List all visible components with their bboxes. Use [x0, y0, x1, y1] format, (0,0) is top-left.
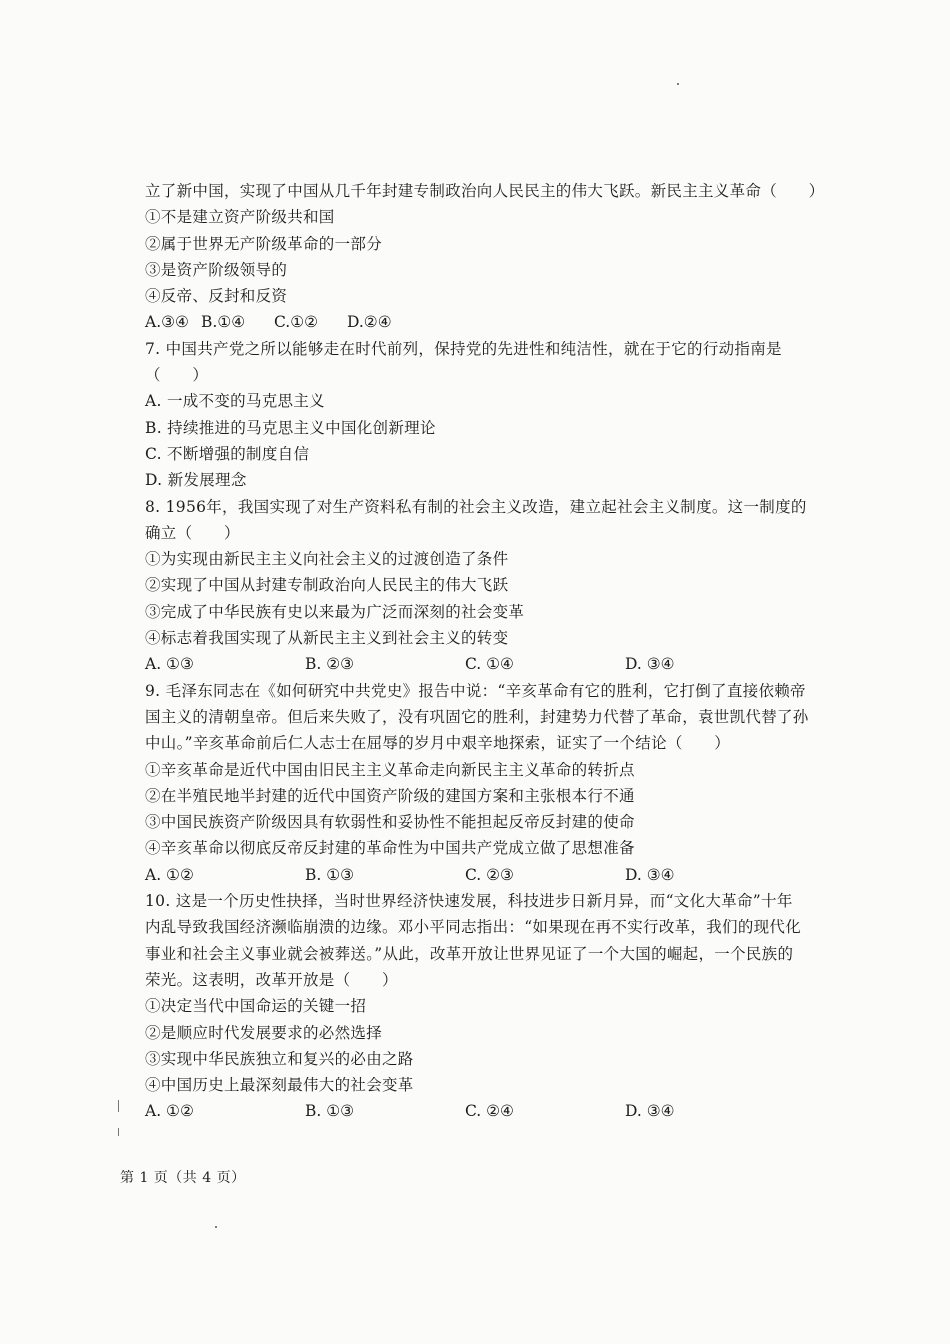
answer-options: [145, 1098, 835, 1124]
question-10: [145, 888, 835, 1125]
statement-item: ④中国历史上最深刻最伟大的社会变革: [145, 1076, 414, 1095]
exam-content: [145, 178, 835, 1125]
statement-item: ①辛亥革命是近代中国由旧民主主义革命走向新民主主义革命的转折点: [145, 760, 635, 779]
option-a: A. ①②: [145, 865, 194, 884]
question-stem-cont: 中山。”辛亥革命前后仁人志士在屈辱的岁月中艰辛地探索，证实了一个结论（ ）: [145, 734, 731, 753]
question-stem: 9. 毛泽东同志在《如何研究中共党史》报告中说：“辛亥革命有它的胜利，它打倒了直接依赖帝: [145, 681, 806, 700]
option-b: B. ①③: [305, 865, 355, 884]
option-b: B.①④: [201, 313, 246, 332]
answer-options: [145, 651, 835, 677]
page-footer: 第 1 页（共 4 页）: [120, 1170, 246, 1186]
option-a: A. ①②: [145, 1102, 194, 1121]
option-b: B. ②③: [305, 655, 355, 674]
option-c: C. ②④: [465, 1102, 514, 1121]
question-stem: 7. 中国共产党之所以能够走在时代前列，保持党的先进性和纯洁性，就在于它的行动指南是: [145, 339, 782, 358]
statement-item: ③是资产阶级领导的: [145, 260, 288, 279]
option-d: D.②④: [347, 313, 392, 332]
question-stem-cont: 确立（ ）: [145, 523, 240, 542]
scan-speck: [677, 83, 679, 85]
statement-item: ②是顺应时代发展要求的必然选择: [145, 1023, 383, 1042]
statement-item: ①决定当代中国命运的关键一招: [145, 997, 367, 1016]
question-stem-cont: 事业和社会主义事业就会被葬送。”从此，改革开放让世界见证了一个大国的崛起，一个民族的: [145, 944, 794, 963]
question-stem-cont: 内乱导致我国经济濒临崩溃的边缘。邓小平同志指出：“如果现在再不实行改革，我们的现代化: [145, 918, 802, 937]
option-c: C. ①④: [465, 655, 514, 674]
statement-item: ①不是建立资产阶级共和国: [145, 208, 335, 227]
statement-item: ③完成了中华民族有史以来最为广泛而深刻的社会变革: [145, 602, 525, 621]
question-9: [145, 678, 835, 888]
question-stem-cont: 国主义的清朝皇帝。但后来失败了，没有巩固它的胜利，封建势力代替了革命，袁世凯代替了孙: [145, 707, 809, 726]
question-stem: 8. 1956年，我国实现了对生产资料私有制的社会主义改造，建立起社会主义制度。这一制度的: [145, 497, 807, 516]
answer-options: [145, 862, 835, 888]
option-b: B. ①③: [305, 1102, 355, 1121]
statement-item: ④反帝、反封和反资: [145, 287, 288, 306]
option-d: D. 新发展理念: [145, 471, 247, 490]
statement-item: ①为实现由新民主主义向社会主义的过渡创造了条件: [145, 550, 509, 569]
scan-speck: [215, 1226, 217, 1228]
statement-item: ②在半殖民地半封建的近代中国资产阶级的建国方案和主张根本行不通: [145, 786, 635, 805]
option-a: A. ①③: [145, 655, 194, 674]
option-d: D. ③④: [625, 1102, 675, 1121]
statement-item: ③中国民族资产阶级因具有软弱性和妥协性不能担起反帝反封建的使命: [145, 813, 635, 832]
option-c: C. ②③: [465, 865, 514, 884]
question-stem-cont: （ ）: [145, 366, 209, 385]
statement-item: ④标志着我国实现了从新民主主义到社会主义的转变: [145, 629, 509, 648]
question-6-continued: [145, 178, 835, 336]
question-7: [145, 336, 835, 494]
option-a: A. 一成不变的马克思主义: [145, 392, 325, 411]
scan-edge-mark: [118, 1128, 119, 1136]
option-a: A.③④: [145, 313, 189, 332]
question-stem: 10. 这是一个历史性抉择，当时世界经济快速发展，科技进步日新月异，而“文化大革命”十年: [145, 892, 793, 911]
question-stem-cont: 荣光。这表明，改革开放是（ ）: [145, 970, 398, 989]
scan-edge-mark: [118, 1100, 119, 1112]
option-d: D. ③④: [625, 655, 675, 674]
answer-options: [145, 309, 835, 335]
option-c: C.①②: [274, 313, 319, 332]
statement-item: ③实现中华民族独立和复兴的必由之路: [145, 1049, 414, 1068]
option-b: B. 持续推进的马克思主义中国化创新理论: [145, 418, 436, 437]
statement-item: ②属于世界无产阶级革命的一部分: [145, 234, 383, 253]
statement-item: ②实现了中国从封建专制政治向人民民主的伟大飞跃: [145, 576, 509, 595]
statement-item: ④辛亥革命以彻底反帝反封建的革命性为中国共产党成立做了思想准备: [145, 839, 635, 858]
option-d: D. ③④: [625, 865, 675, 884]
option-c: C. 不断增强的制度自信: [145, 444, 310, 463]
question-8: [145, 494, 835, 678]
question-stem: 立了新中国，实现了中国从几千年封建专制政治向人民民主的伟大飞跃。新民主主义革命（ ）: [145, 182, 825, 200]
